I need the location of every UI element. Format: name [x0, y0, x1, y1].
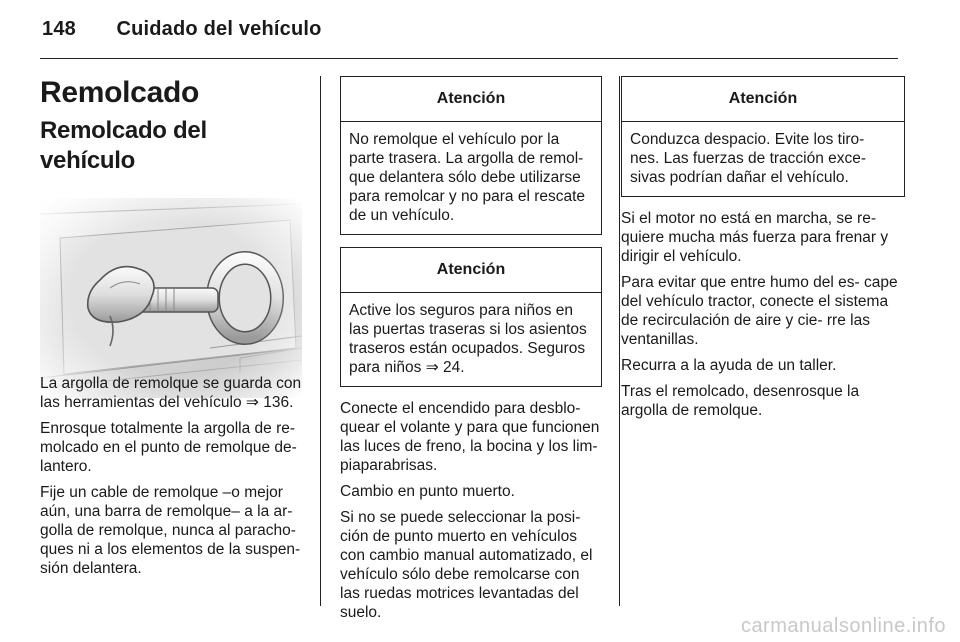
column-1 — [40, 76, 302, 596]
col2-body — [340, 399, 602, 622]
page-header — [42, 18, 322, 48]
warning-box — [340, 76, 602, 235]
warning-text: Conduzca despacio. Evite los tiro- nes. Las fuerzas de tracción exce- sivas podrían dañar el vehículo. — [630, 131, 867, 186]
section-title: Remolcado — [40, 76, 200, 109]
paragraph: Cambio en punto muerto. — [340, 483, 515, 500]
warning-text: Active los seguros para niños en las puertas traseras si los asientos traseros están ocupados. Seguros para niños ⇒ 24. — [349, 302, 587, 376]
paragraph: Si el motor no está en marcha, se re- quiere mucha más fuerza para frenar y dirigir el vehículo. — [621, 210, 889, 265]
warning-title: Atención — [341, 248, 601, 293]
paragraph: Recurra a la ayuda de un taller. — [621, 357, 837, 374]
paragraph: Fije un cable de remolque –o mejor aún, una barra de remolque– a la ar- golla de remolque, nunca al paracho- ques ni a los elementos de la suspen- sión delantera. — [40, 484, 301, 577]
header-rule — [40, 58, 898, 59]
paragraph: Tras el remolcado, desenrosque la argolla de remolque. — [621, 383, 860, 419]
warning-title: Atención — [622, 77, 904, 122]
warning-box — [621, 76, 905, 197]
paragraph: Para evitar que entre humo del es- cape del vehículo tractor, conecte el sistema de recirculación de aire y cie- rre las ventanillas. — [621, 274, 898, 348]
warning-text: No remolque el vehículo por la parte trasera. La argolla de remol- que delantera sólo debe utilizarse para remolcar y no para el rescate de un vehículo. — [349, 131, 586, 224]
paragraph: Si no se puede seleccionar la posi- ción de punto muerto en vehículos con cambio manual automatizado, el vehículo sólo debe remolcarse con las ruedas motrices levantadas del suelo. — [340, 509, 593, 621]
column-separator-1 — [320, 76, 321, 606]
towing-eye-icon — [40, 198, 302, 398]
col3-body — [621, 209, 905, 420]
paragraph: Enrosque totalmente la argolla de re- molcado en el punto de remolque de- lantero. — [40, 420, 297, 475]
page-number: 148 — [42, 18, 76, 40]
chapter-title: Cuidado del vehículo — [116, 18, 322, 40]
paragraph: La argolla de remolque se guarda con las herramientas del vehículo ⇒ 136. — [40, 375, 302, 411]
warning-box — [340, 247, 602, 387]
subsection-title: Remolcado del vehículo — [40, 117, 207, 174]
column-3 — [621, 76, 905, 427]
towing-eye-illustration — [40, 198, 302, 398]
column-separator-2 — [619, 76, 620, 606]
column-2 — [340, 76, 602, 629]
paragraph: Conecte el encendido para desblo- quear el volante y para que funcionen las luces de freno, la bocina y los lim- piaparabrisas. — [340, 400, 600, 474]
warning-title: Atención — [341, 77, 601, 122]
col1-body — [40, 374, 302, 585]
watermark: carmanualsonline.info — [740, 615, 946, 637]
